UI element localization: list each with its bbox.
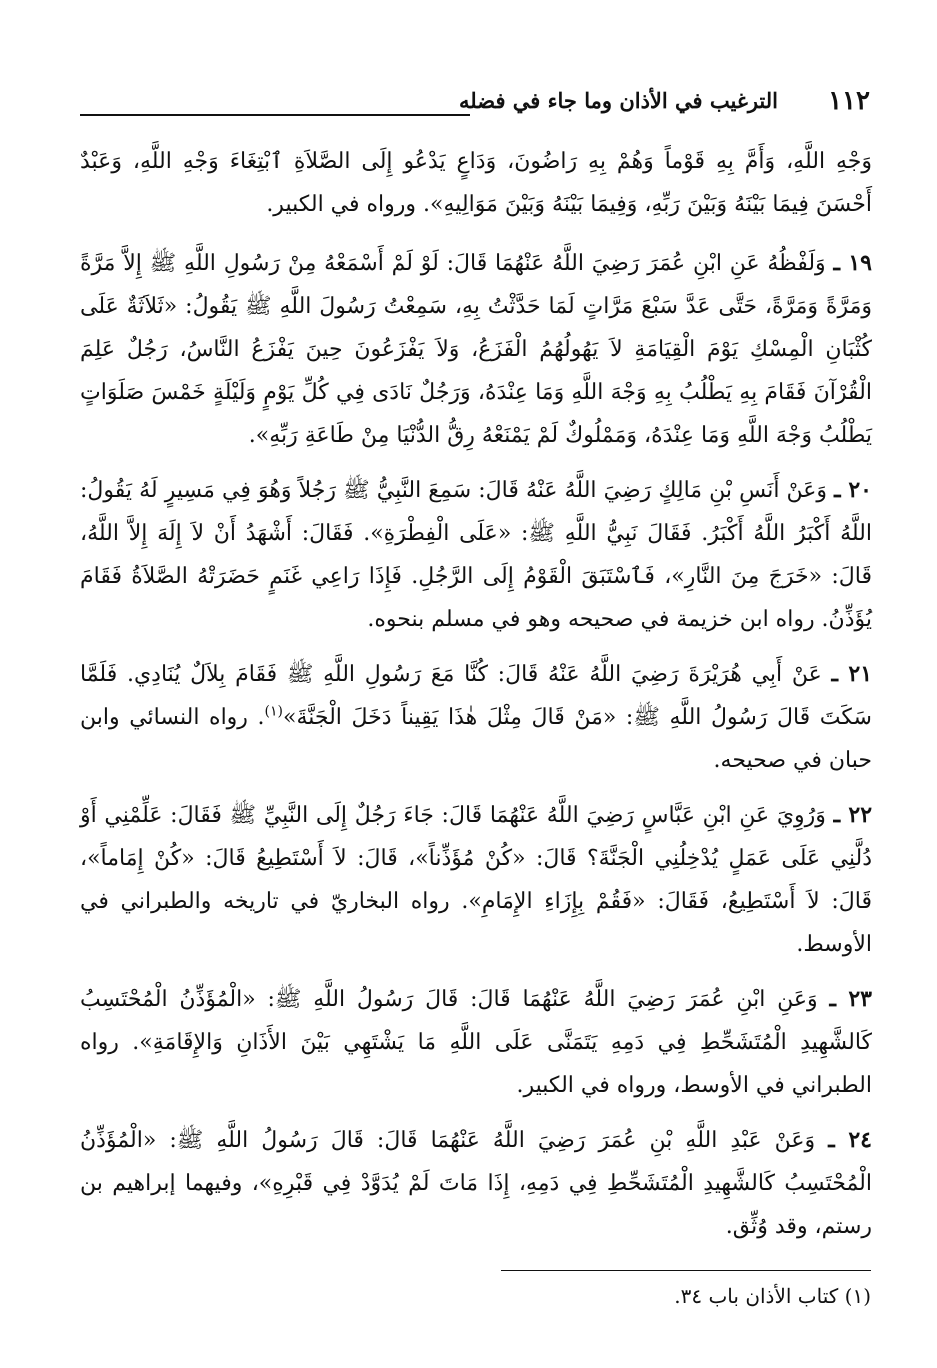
footnote-reference: (١): [264, 703, 283, 720]
page-number: ١١٢: [828, 86, 870, 116]
footnote: [91, 1281, 871, 1311]
hadith-19: [80, 242, 872, 457]
paragraph-continuation: [80, 140, 872, 226]
hadith-text: وَعَنِ ابْنِ عُمَرَ رَضِيَ اللَّهُ عَنْهُمَا قَالَ: قَالَ رَسُولُ اللَّهِ ﷺ: «الْمُؤَذِّنُ الْمُحْتَسِبُ كَالشَّهِيدِ الْمُتَشَحِّطِ فِي دَمِهِ يَتَمَنَّى عَلَى اللَّهِ مَا يَشْتَهِي بَيْنَ الأَذَانِ وَالإِقَامَةِ». رواه الطبراني في الأوسط، ورواه في الكبير.: [80, 987, 872, 1098]
hadith-number: ٢١ ـ: [831, 661, 873, 687]
hadith-20: [80, 469, 872, 641]
page-body: [80, 140, 872, 1260]
hadith-number: ٢٤ ـ: [828, 1127, 872, 1153]
footnote-marker: (١): [844, 1284, 871, 1308]
footnote-rule: [501, 1270, 871, 1271]
hadith-24: [80, 1119, 872, 1248]
hadith-number: ٢٢ ـ: [833, 802, 873, 828]
header-rule: [80, 114, 470, 116]
hadith-23: [80, 978, 872, 1107]
hadith-number: ٢٣ ـ: [829, 986, 872, 1012]
hadith-22: [80, 794, 872, 966]
page-header: [80, 80, 870, 130]
hadith-text: وَعَنْ عَبْدِ اللَّهِ بْنِ عُمَرَ رَضِيَ اللَّهُ عَنْهُمَا قَالَ: قَالَ رَسُولُ اللَّهِ ﷺ: «الْمُؤَذِّنُ الْمُحْتَسِبُ كَالشَّهِيدِ الْمُتَشَحِّطِ فِي دَمِهِ، إِذَا مَاتَ لَمْ يُدَوَّدْ فِي قَبْرِهِ»، وفيهما إبراهيم بن رستم، وقد وُثِّق.: [80, 1128, 872, 1239]
hadith-source: . رواه النسائي وابن حبان في صحيحه.: [80, 705, 872, 773]
hadith-number: ٢٠ ـ: [834, 477, 872, 503]
paragraph-text: وَجْهِ اللَّهِ، وَأَمَّ بِهِ قَوْماً وَهُمْ بِهِ رَاضُونَ، وَدَاعٍ يَدْعُو إِلَى الصَّلاَةِ ٱبْتِغَاءَ وَجْهِ اللَّهِ، وَعَبْدٌ أَحْسَنَ فِيمَا بَيْنَهُ وَبَيْنَ رَبِّهِ، وَفِيمَا بَيْنَهُ وَبَيْنَ مَوَالِيهِ». ورواه في الكبير.: [80, 149, 872, 217]
hadith-text: عَنْ أَبِي هُرَيْرَةَ رَضِيَ اللَّهُ عَنْهُ قَالَ: كُنَّا مَعَ رَسُولِ اللَّهِ ﷺ فَقَامَ بِلاَلٌ يُنَادِي. فَلَمَّا سَكَتَ قَالَ رَسُولُ اللَّهِ ﷺ: «مَنْ قَالَ مِثْلَ هٰذَا يَقِيناً دَخَلَ الْجَنَّةَ»: [80, 662, 872, 730]
hadith-21: [80, 653, 872, 782]
footnote-text: كتاب الأذان باب ٣٤.: [674, 1284, 839, 1308]
running-title: الترغيب في الأذان وما جاء في فضله: [459, 88, 778, 113]
hadith-text: وَلَفْظُهُ عَنِ ابْنِ عُمَرَ رَضِيَ اللَّهُ عَنْهُمَا قَالَ: لَوْ لَمْ أَسْمَعْهُ مِنْ رَسُولِ اللَّهِ ﷺ إِلاَّ مَرَّةً وَمَرَّةً وَمَرَّةً، حَتَّى عَدَّ سَبْعَ مَرَّاتٍ لَمَا حَدَّثْتُ بِهِ، سَمِعْتُ رَسُولَ اللَّهِ ﷺ يَقُولُ: «ثَلاَثَةٌ عَلَى كُثْبَانِ الْمِسْكِ يَوْمَ الْقِيَامَةِ لاَ يَهُولُهُمُ الْفَزَعُ، وَلاَ يَفْزَعُونَ حِينَ يَفْزَعُ النَّاسُ، رَجُلٌ عَلِمَ الْقُرْآنَ فَقَامَ بِهِ يَطْلُبُ بِهِ وَجْهَ اللَّهِ وَمَا عِنْدَهُ، وَرَجُلٌ نَادَى فِي كُلِّ يَوْمٍ وَلَيْلَةٍ خَمْسَ صَلَوَاتٍ يَطْلُبُ وَجْهَ اللَّهِ وَمَا عِنْدَهُ، وَمَمْلُوكٌ لَمْ يَمْنَعْهُ رِقُّ الدُّنْيَا مِنْ طَاعَةِ رَبِّهِ».: [80, 251, 872, 448]
hadith-text: وَرُوِيَ عَنِ ابْنِ عَبَّاسٍ رَضِيَ اللَّهُ عَنْهُمَا قَالَ: جَاءَ رَجُلٌ إِلَى النَّبِيِّ ﷺ فَقَالَ: عَلِّمْنِي أَوْ دُلَّنِي عَلَى عَمَلٍ يُدْخِلُنِي الْجَنَّةَ؟ قَالَ: «كُنْ مُؤَذِّناً»، قَالَ: لاَ أَسْتَطِيعُ قَالَ: «كُنْ إِمَاماً»، قَالَ: لاَ أَسْتَطِيعُ، فَقَالَ: «فَقُمْ بِإِزَاءِ الإِمَامِ». رواه البخاريّ في تاريخه والطبراني في الأوسط.: [80, 803, 872, 957]
hadith-number: ١٩ ـ: [833, 250, 872, 276]
hadith-text: وَعَنْ أَنَسِ بْنِ مَالِكٍ رَضِيَ اللَّهُ عَنْهُ قَالَ: سَمِعَ النَّبِيُّ ﷺ رَجُلاً وَهُوَ فِي مَسِيرٍ لَهُ يَقُولُ: اللَّهُ أَكْبَرُ اللَّهُ أَكْبَرُ. فَقَالَ نَبِيُّ اللَّهِ ﷺ: «عَلَى الْفِطْرَةِ». فَقَالَ: أَشْهَدُ أَنْ لاَ إِلَهَ إِلاَّ اللَّهُ، قَالَ: «خَرَجَ مِنَ النَّارِ»، فَٱسْتَبَقَ الْقَوْمُ إِلَى الرَّجُلِ. فَإِذَا رَاعِي غَنَمٍ حَضَرَتْهُ الصَّلاَةُ فَقَامَ يُؤَذِّنُ. رواه ابن خزيمة في صحيحه وهو في مسلم بنحوه.: [80, 478, 873, 632]
